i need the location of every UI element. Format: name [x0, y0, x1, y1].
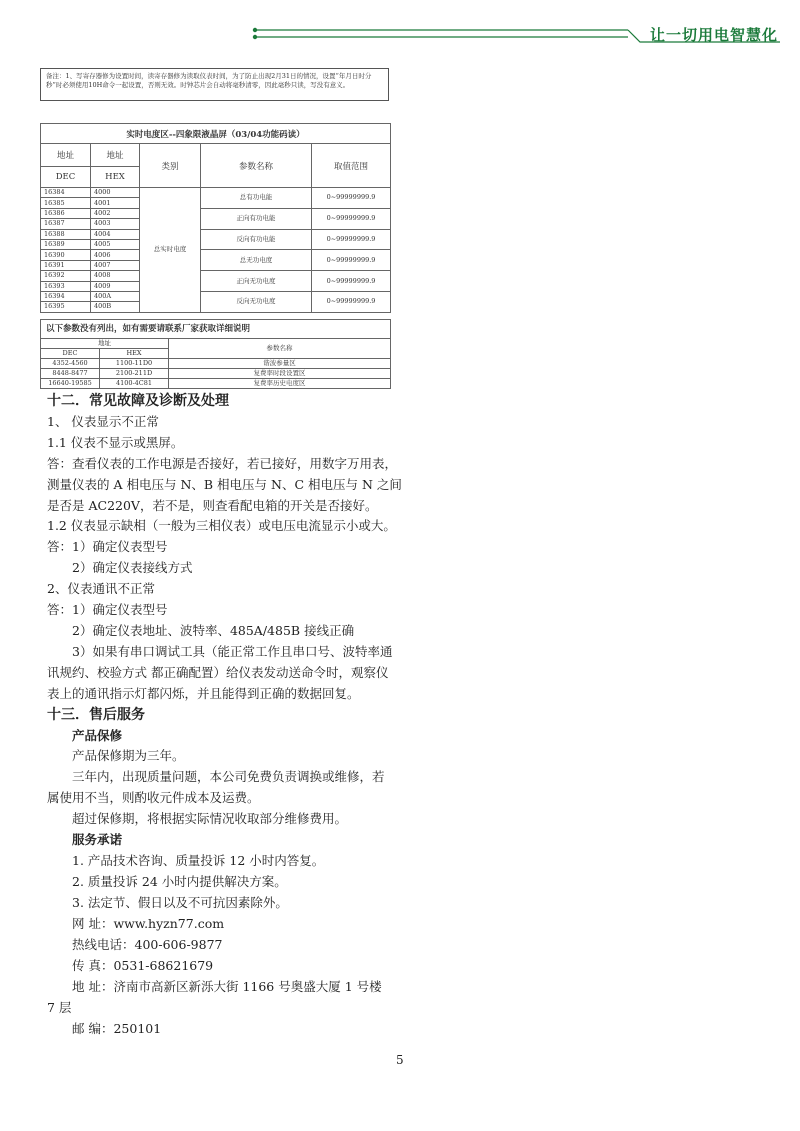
table-cell-range: 0~99999999.9: [312, 271, 391, 292]
body-line: 是否是 AC220V，若不是，则查看配电箱的开关是否接好。: [47, 498, 378, 513]
table-cell-param: 总有功电能: [201, 188, 312, 209]
body-line: 表上的通讯指示灯都闪烁，并且能得到正确的数据回复。: [47, 686, 360, 701]
table-cell-param: 谐波参量区: [169, 359, 391, 369]
unlisted-params-table: [40, 319, 391, 389]
table-cell-dec: 16386: [41, 208, 91, 218]
body-line: 2）确定仪表接线方式: [72, 560, 193, 575]
body-line: 产品保修期为三年。: [72, 748, 185, 763]
table-cell-hex: 4002: [91, 208, 140, 218]
table-cell-hex: 4008: [91, 271, 140, 281]
table-cell-dec: 16640-19585: [41, 379, 100, 389]
body-line: 3. 法定节、假日以及不可抗因素除外。: [72, 895, 288, 910]
table-cell-range: 0~99999999.9: [312, 250, 391, 271]
body-line: 1. 产品技术咨询、质量投诉 12 小时内答复。: [72, 853, 325, 868]
fax-line: 传 真：0531-68621679: [72, 958, 214, 973]
body-line: 2、仪表通讯不正常: [47, 581, 155, 596]
table-cell-dec: 16385: [41, 198, 91, 208]
realtime-energy-table: [40, 123, 391, 313]
table-cell-hex: 4009: [91, 281, 140, 291]
table-cell-dec: 8448-8477: [41, 369, 100, 379]
body-line: 超过保修期，将根据实际情况收取部分维修费用。: [72, 811, 348, 826]
header-address-dec: 地址: [41, 144, 91, 167]
address-line: 地 址：济南市高新区新泺大街 1166 号奥盛大厦 1 号楼: [72, 979, 382, 994]
table-cell-range: 0~99999999.9: [312, 188, 391, 209]
header-address-hex: 地址: [91, 144, 140, 167]
website-line: 网 址：www.hyzn77.com: [72, 916, 225, 931]
table2-caption: 以下参数没有列出，如有需要请联系厂家获取详细说明: [41, 320, 391, 339]
table2-header-address: 地址: [41, 339, 169, 349]
table-cell-hex: 2100-211D: [100, 369, 169, 379]
table-cell-hex: 4006: [91, 250, 140, 260]
body-line: 答：1）确定仪表型号: [47, 602, 168, 617]
table-cell-dec: 16395: [41, 302, 91, 312]
header-range: 取值范围: [312, 144, 391, 188]
table-cell-dec: 16387: [41, 219, 91, 229]
section-13-title: 十三．售后服务: [47, 707, 145, 723]
table-cell-range: 0~99999999.9: [312, 291, 391, 312]
table-cell-dec: 16394: [41, 291, 91, 301]
body-line: 1.1 仪表不显示或黑屏。: [47, 435, 184, 450]
table-cell-param: 复费率时段设置区: [169, 369, 391, 379]
table-cell-category: 总实时电度: [140, 188, 201, 313]
body-line: 讯规约、校验方式 都正确配置）给仪表发动送命令时，观察仪: [47, 665, 389, 680]
table-cell-dec: 16390: [41, 250, 91, 260]
table-cell-range: 0~99999999.9: [312, 208, 391, 229]
table-cell-param: 总无功电度: [201, 250, 312, 271]
warranty-title: 产品保修: [72, 728, 123, 743]
table-cell-hex: 4100-4C81: [100, 379, 169, 389]
body-line: 2）确定仪表地址、波特率、485A/485B 接线正确: [72, 623, 355, 638]
body-line: 答：查看仪表的工作电源是否接好，若已接好，用数字万用表，: [47, 456, 398, 471]
header-hex: HEX: [91, 167, 140, 188]
body-line: 答：1）确定仪表型号: [47, 539, 168, 554]
table-cell-dec: 16392: [41, 271, 91, 281]
zip-line: 邮 编：250101: [72, 1021, 162, 1036]
table-cell-dec: 16388: [41, 229, 91, 239]
table-cell-dec: 16384: [41, 188, 91, 198]
table-cell-param: 正向有功电能: [201, 208, 312, 229]
table2-header-param: 参数名称: [169, 339, 391, 359]
header-param: 参数名称: [201, 144, 312, 188]
section-12-title: 十二．常见故障及诊断及处理: [47, 393, 229, 409]
register-note: 备注：1、写寄存器修为设置时间，读寄存器修为读取仪表时间，为了防止出现2月31日的情况，设置“年月日时分秒”时必须使用10H命令一起设置，否则无效。时钟芯片会自动将毫秒清零，因此毫秒只读，写没有意义。: [40, 68, 389, 101]
table-cell-hex: 400A: [91, 291, 140, 301]
promise-title: 服务承诺: [72, 832, 123, 847]
table-cell-hex: 4000: [91, 188, 140, 198]
page-number: 5: [396, 1053, 404, 1067]
table-cell-dec: 16391: [41, 260, 91, 270]
table-cell-dec: 16393: [41, 281, 91, 291]
body-line: 2. 质量投诉 24 小时内提供解决方案。: [72, 874, 287, 889]
table-cell-param: 反向有功电能: [201, 229, 312, 250]
header-slogan: 让一切用电智慧化: [649, 26, 778, 44]
header-dec: DEC: [41, 167, 91, 188]
table-cell-param: 正向无功电度: [201, 271, 312, 292]
table-cell-param: 反向无功电度: [201, 291, 312, 312]
table-cell-hex: 4004: [91, 229, 140, 239]
table2-header-hex: HEX: [100, 349, 169, 359]
table-cell-hex: 400B: [91, 302, 140, 312]
table-cell-hex: 4007: [91, 260, 140, 270]
address-line-2: 7 层: [47, 1000, 72, 1015]
body-line: 三年内，出现质量问题，本公司免费负责调换或维修，若: [72, 769, 385, 784]
table-cell-hex: 4003: [91, 219, 140, 229]
table-cell-dec: 4352-4560: [41, 359, 100, 369]
body-line: 1、 仪表显示不正常: [47, 414, 159, 429]
table2-header-dec: DEC: [41, 349, 100, 359]
table-cell-hex: 1100-11D0: [100, 359, 169, 369]
table-cell-range: 0~99999999.9: [312, 229, 391, 250]
body-line: 1.2 仪表显示缺相（一般为三相仪表）或电压电流显示小或大。: [47, 518, 396, 533]
table-cell-param: 复费率历史电度区: [169, 379, 391, 389]
body-line: 测量仪表的 A 相电压与 N、B 相电压与 N、C 相电压与 N 之间: [47, 477, 402, 492]
body-line: 3）如果有串口调试工具（能正常工作且串口号、波特率通: [72, 644, 393, 659]
body-line: 属使用不当，则酌收元件成本及运费。: [47, 790, 260, 805]
table1-caption: 实时电度区--四象限液晶屏（03/04功能码读）: [41, 124, 391, 144]
table-cell-dec: 16389: [41, 239, 91, 249]
table-cell-hex: 4005: [91, 239, 140, 249]
hotline-line: 热线电话：400-606-9877: [72, 937, 223, 952]
header-category: 类别: [140, 144, 201, 188]
table-cell-hex: 4001: [91, 198, 140, 208]
